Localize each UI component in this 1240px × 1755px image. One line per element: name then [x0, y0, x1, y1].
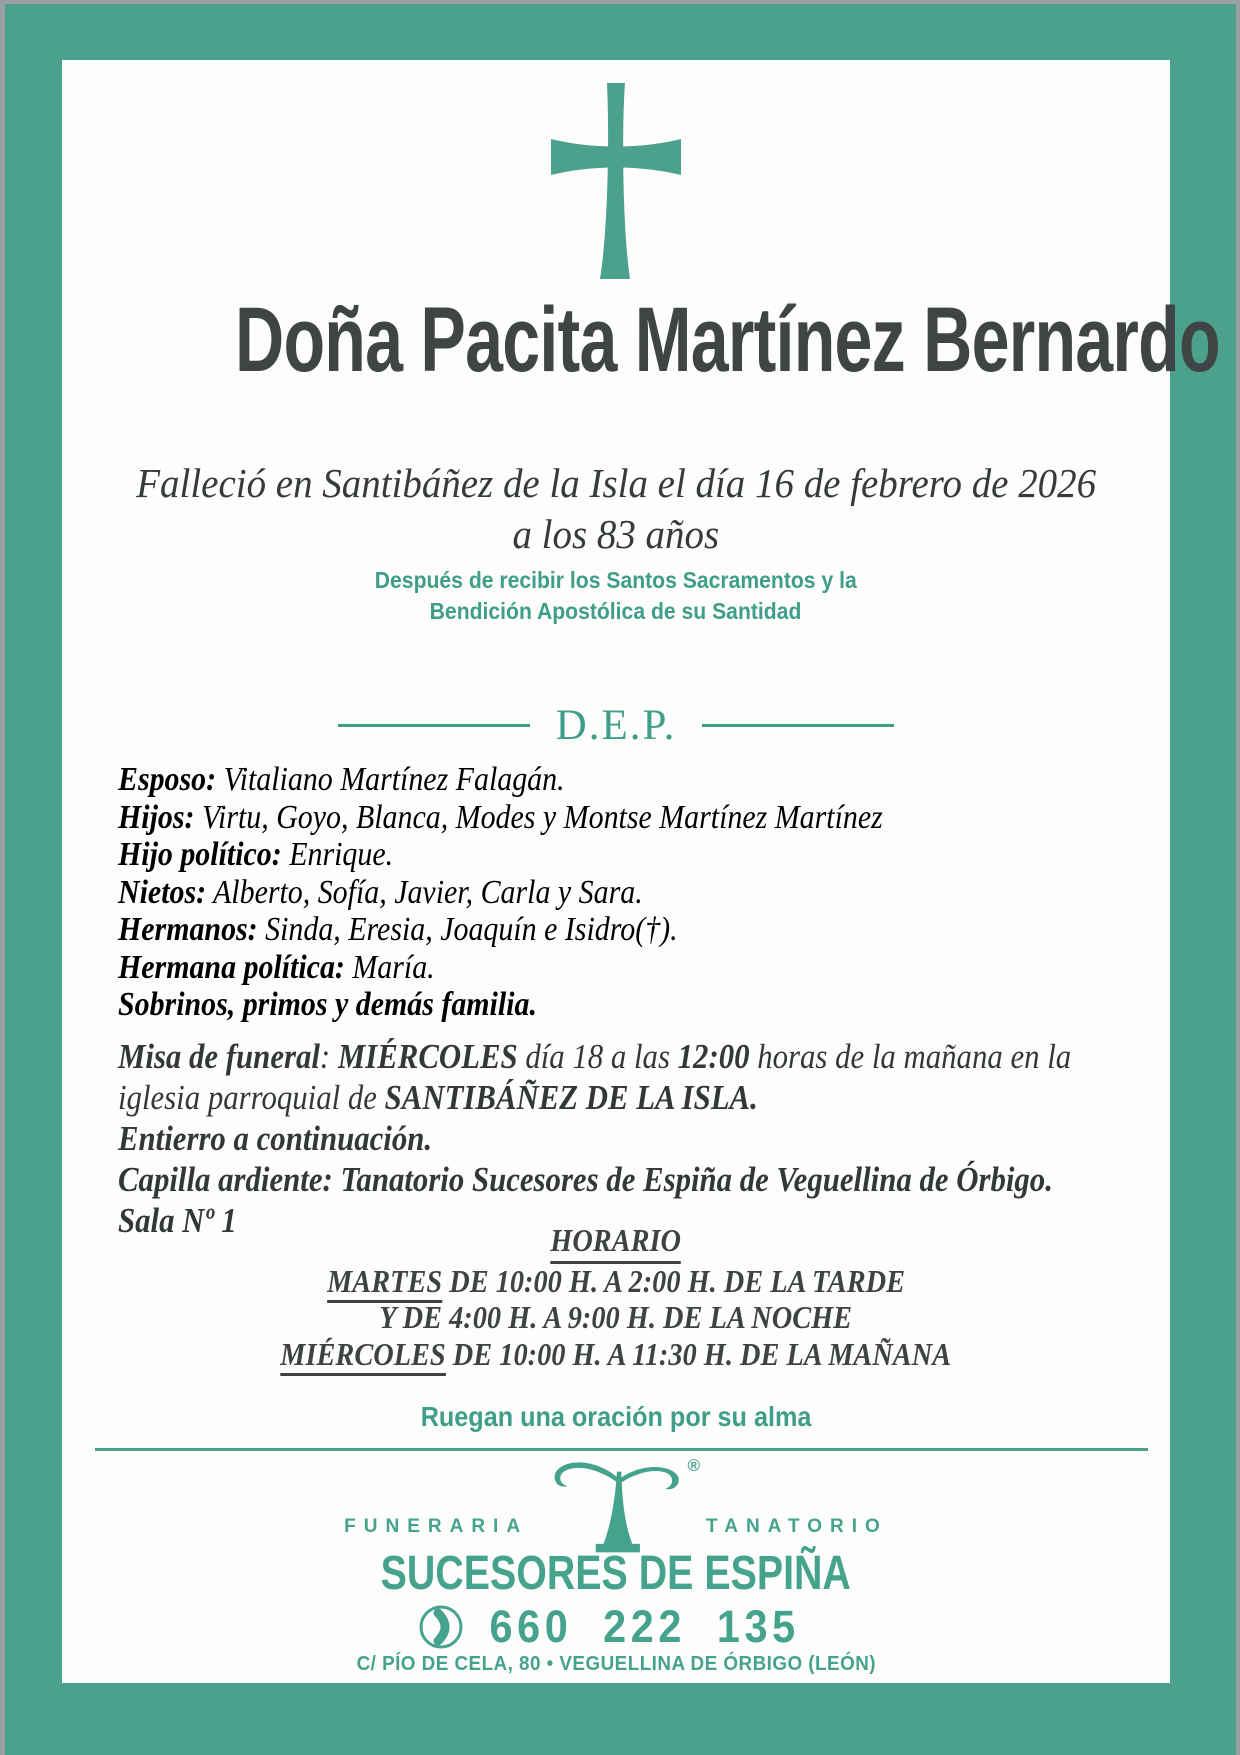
cross-icon	[62, 83, 1170, 284]
schedule-line-martes: MARTES DE 10:00 H. A 2:00 H. DE LA TARDE	[62, 1264, 1170, 1301]
funeral-line-1: Misa de funeral: MIÉRCOLES día 18 a las 12:00 horas de la mañana en la	[118, 1037, 1072, 1076]
dep-label: D.E.P.	[555, 702, 677, 749]
phone-row	[62, 1601, 1170, 1653]
family-line-nietos: Nietos: Alberto, Sofía, Javier, Carla y Sara.	[118, 873, 643, 911]
family-line-hermanos: Hermanos: Sinda, Eresia, Joaquín e Isidro(†).	[118, 911, 678, 948]
dep-right-rule	[702, 724, 894, 727]
family-list	[118, 761, 1158, 1024]
company-name: SUCESORES DE ESPIÑA	[380, 1547, 852, 1600]
dep-row	[62, 704, 1170, 747]
phone-number: 660 222 135	[489, 1601, 801, 1652]
footer-divider	[95, 1448, 1148, 1451]
sacraments-note: Después de recibir los Santos Sacramentos y la Bendición Apostólica de su Santidad	[375, 567, 857, 624]
schedule-line-miercoles: MIÉRCOLES DE 10:00 H. A 11:30 H. DE LA MAÑANA	[62, 1337, 1170, 1374]
funeraria-label: FUNERARIA	[344, 1516, 529, 1537]
tanatorio-label: TANATORIO	[706, 1516, 888, 1537]
prayer-line: Ruegan una oración por su alma	[420, 1401, 812, 1432]
funeral-home-logo	[62, 1458, 1170, 1560]
page-title	[62, 288, 1220, 392]
deceased-name: Doña Pacita Martínez Bernardo	[235, 289, 1220, 391]
card-content	[62, 60, 1220, 1683]
schedule	[62, 1223, 1170, 1373]
funeral-line-2: iglesia parroquial de SANTIBÁÑEZ DE LA ISLA.	[118, 1078, 758, 1117]
phone-icon	[418, 1604, 464, 1650]
dep-left-rule	[338, 724, 530, 727]
schedule-title: HORARIO	[62, 1223, 1170, 1264]
death-notice: Falleció en Santibáñez de la Isla el día 16 de febrero de 2026 a los 83 años	[136, 460, 1096, 557]
schedule-line-tarde: Y DE 4:00 H. A 9:00 H. DE LA NOCHE	[379, 1300, 853, 1335]
tree-logo-icon	[542, 1456, 701, 1560]
funeral-details	[118, 1036, 1178, 1241]
family-line-sobrinos: Sobrinos, primos y demás familia.	[118, 986, 537, 1023]
family-line-hijos: Hijos: Virtu, Goyo, Blanca, Modes y Montse Martínez Martínez	[118, 798, 883, 836]
address-line: C/ PÍO DE CELA, 80 • VEGUELLINA DE ÓRBIGO (LEÓN)	[356, 1652, 876, 1675]
funeral-line-4: Capilla ardiente: Tanatorio Sucesores de Espiña de Veguellina de Órbigo.	[118, 1160, 1053, 1199]
registered-mark: ®	[687, 1456, 701, 1475]
family-line-hijo-politico: Hijo político: Enrique.	[118, 836, 394, 873]
family-line-hermana-politica: Hermana política: María.	[118, 948, 435, 986]
funeral-line-5: Sala Nº 1	[118, 1201, 237, 1240]
funeral-line-3: Entierro a continuación.	[118, 1119, 433, 1158]
family-line-esposo: Esposo: Vitaliano Martínez Falagán.	[118, 761, 565, 798]
